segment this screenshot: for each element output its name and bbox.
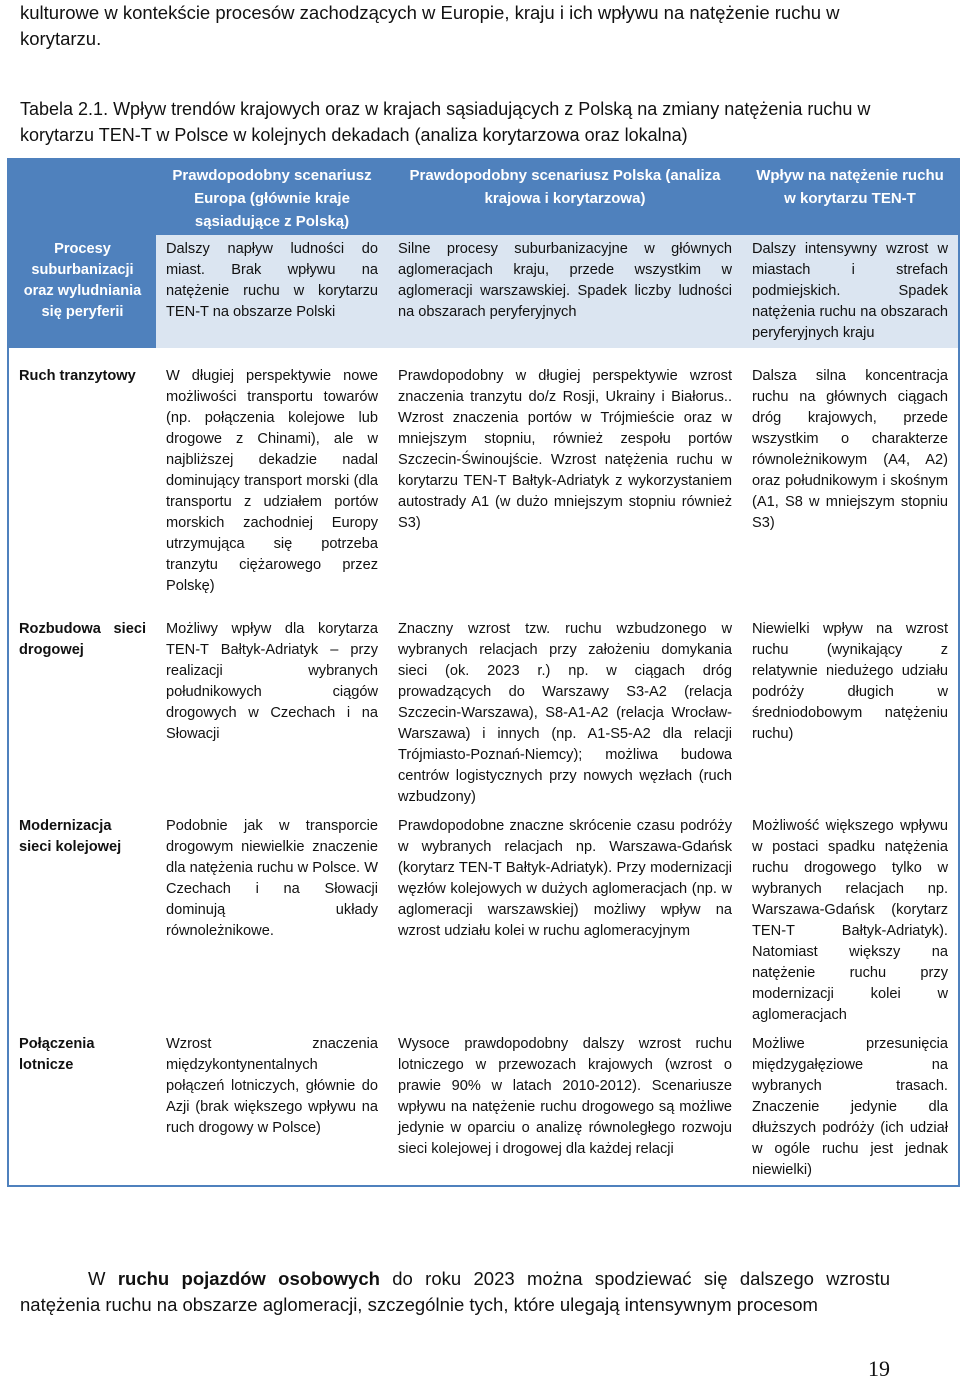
header-europe: Prawdopodobny scenariusz Europa (głównie kraje sąsiadujące z Polską) <box>156 159 388 235</box>
row-label: Modernizacja sieci kolejowej <box>19 818 122 855</box>
cell-impact: Niewielki wpływ na wzrost ruchu (wynikający z relatywnie niedużego udziału podróży długich w średniodobowym natężeniu ruchu) <box>752 621 948 742</box>
cell-poland: Znaczny wzrost tzw. ruchu wzbudzonego w wybranych relacjach przy założeniu domykania sieci (ok. 2023 r.) np. w ciągach dróg prowadzących do Warszawy S3-A2 (relacja Szczecin-Warszawa), S8-A1-A2 (relacja Wrocław-Warszawa) i innych (np. A1-S5-A2 dla relacji Trójmiasto-Poznań-Niemcy); możliwa budowa centrów logistycznych przy nowych węzłach (ruch wzbudzony) <box>398 621 732 805</box>
cell-impact: Dalszy intensywny wzrost w miastach i strefach podmiejskich. Spadek natężenia ruchu na obszarach peryferyjnych kraju <box>742 235 959 348</box>
body-paragraph <box>20 1266 890 1318</box>
table-row <box>8 235 959 348</box>
cell-poland: Silne procesy suburbanizacyjne w głównych aglomeracjach kraju, przede wszystkim w aglomeracji warszawskiej. Spadek liczby ludności na obszarach peryferyjnych <box>388 235 742 348</box>
cell-europe: Możliwy wpływ dla korytarza TEN-T Bałtyk-Adriatyk – przy realizacji wybranych południkowych ciągów drogowych w Czechach i na Słowacji <box>166 621 378 742</box>
cell-europe: Wzrost znaczenia międzykontynentalnych połączeń lotniczych, głównie do Azji (brak większego wpływu na ruch drogowy w Polsce) <box>166 1036 378 1136</box>
table-row <box>8 1030 959 1186</box>
header-impact: Wpływ na natężenie ruchu w korytarzu TEN-T <box>742 159 959 235</box>
row-label: Procesy suburbanizacji oraz wyludniania się peryferii <box>8 235 156 348</box>
cell-impact: Dalsza silna koncentracja ruchu na głównych ciągach dróg krajowych, przede wszystkim o charakterze równoleżnikowym (A4, A2) oraz południkowym i skośnym (A1, S8 w mniejszym stopniu S3) <box>752 368 948 531</box>
cell-poland: Wysoce prawdopodobny dalszy wzrost ruchu lotniczego w przewozach krajowych (wzrost o prawie 90% w latach 2010-2012). Scenariusze wpływu na natężenie ruchu drogowego są możliwe jedynie w oparciu o analizę równoległego rozwoju sieci kolejowej i drogowej dla każdej relacji <box>398 1036 732 1157</box>
table-row <box>8 615 959 812</box>
cell-europe: Dalszy napływ ludności do miast. Brak wpływu na natężenie ruchu w korytarzu TEN-T na obszarze Polski <box>156 235 388 348</box>
table-row <box>8 362 959 601</box>
row-label: Połączenia lotnicze <box>19 1036 95 1073</box>
cell-poland: Prawdopodobny w długiej perspektywie wzrost znaczenia tranzytu do/z Rosji, Ukrainy i Białorus.. Wzrost znaczenia portów w Trójmieście oraz w mniejszym stopniu, również zespołu portów Szczecin-Świnoujście. Wzrost natężenia ruchu w korytarzu TEN-T Bałtyk-Adriatyk z wykorzystaniem autostrady A1 (w dużo mniejszym stopniu również S3) <box>398 368 732 531</box>
cell-europe: Podobnie jak w transporcie drogowym niewielkie znaczenie dla natężenia ruchu w Polsce. W Czechach i na Słowacji dominują układy równoleżnikowe. <box>166 818 378 939</box>
paragraph-lead: W <box>88 1268 118 1289</box>
trends-table <box>7 158 960 1187</box>
cell-poland: Prawdopodobne znaczne skrócenie czasu podróży w wybranych relacjach np. Warszawa-Gdańsk (korytarz TEN-T Bałtyk-Adriatyk). Przy modernizacji węzłów kolejowych w dużych aglomeracjach (np. w aglomeracji warszawskiej) możliwy wpływ na wzrost udziału kolei w ruchu aglomeracyjnym <box>398 818 732 939</box>
intro-text: kulturowe w kontekście procesów zachodzących w Europie, kraju i ich wpływu na natężenie ruchu w korytarzu. <box>20 2 840 49</box>
row-label: Rozbudowa sieci drogowej <box>19 621 146 658</box>
table-header-row <box>8 159 959 235</box>
table-row <box>8 812 959 1030</box>
table-caption: Tabela 2.1. Wpływ trendów krajowych oraz w krajach sąsiadujących z Polską na zmiany natężenia ruchu w korytarzu TEN-T w Polsce w kolejnych dekadach (analiza korytarzowa oraz lokalna) <box>20 99 871 145</box>
cell-impact: Możliwość większego wpływu w postaci spadku natężenia ruchu drogowego tylko w wybranych relacjach np. Warszawa-Gdańsk (korytarz TEN-T Bałtyk-Adriatyk). Natomiast większy na natężenie ruchu przy modernizacji kolei w aglomeracjach <box>752 818 948 1023</box>
cell-europe: W długiej perspektywie nowe możliwości transportu towarów (np. połączenia kolejowe lub drogowe z Chinami), ale w najbliższej dekadzie nadal dominujący transport morski (dla transportu z udziałem portów morskich zachodniej Europy utrzymująca się potrzeba tranzytu ciężarowego przez Polskę) <box>166 368 378 594</box>
page-number: 19 <box>868 1356 890 1381</box>
cell-impact: Możliwe przesunięcia międzygałęziowe na wybranych trasach. Znaczenie jedynie dla dłuższych podróży (ich udział w ogóle ruchu jest jednak niewielki) <box>752 1036 948 1178</box>
header-poland: Prawdopodobny scenariusz Polska (analiza krajowa i korytarzowa) <box>388 159 742 235</box>
paragraph-rest: do roku 2023 można spodziewać się dalszego wzrostu natężenia ruchu na obszarze aglomeracji, szczególnie tych, które ulegają intensywnym procesom <box>20 1268 890 1315</box>
paragraph-bold: ruchu pojazdów osobowych <box>117 1268 380 1289</box>
header-blank <box>8 159 156 235</box>
row-label: Ruch tranzytowy <box>19 368 136 384</box>
